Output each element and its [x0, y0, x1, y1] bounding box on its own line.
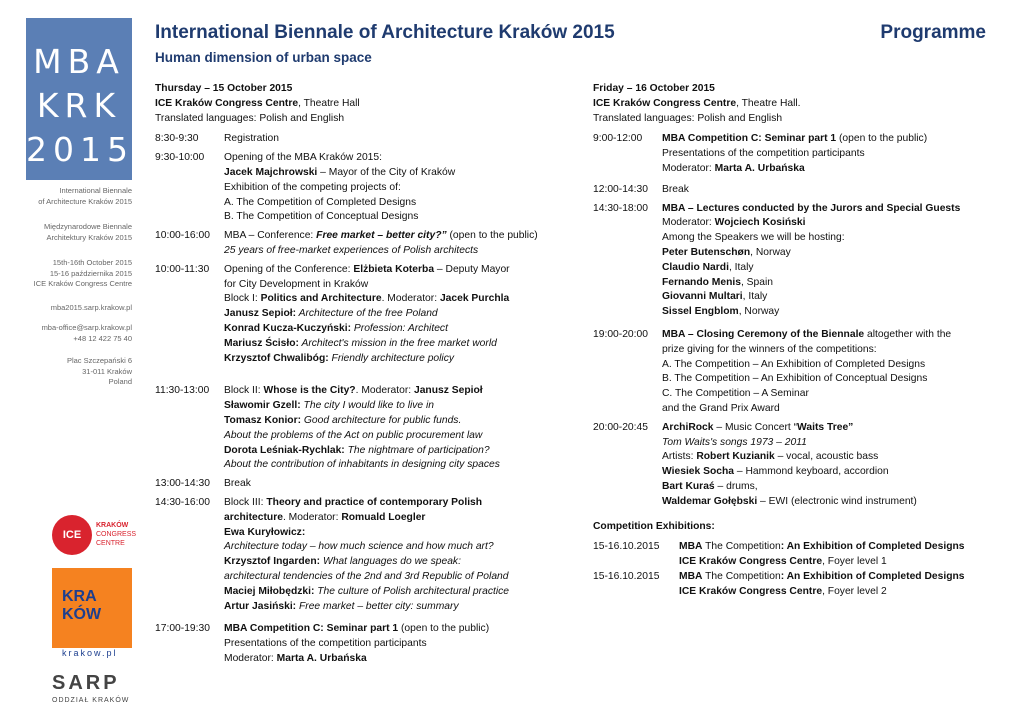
schedule-item: 10:00-11:30 Opening of the Conference: Elżbieta Koterba – Deputy Mayor for City Development in Kraków Block I: Politics and Architecture. Moderator: Jacek Purchla Janusz Sepioł: Architecture of the free Poland Konrad Kucza-Kuczyński: Profession: Architect Mariusz Ścisło: Architect's mission in the free market world Krzysztof Chwalibóg: Friendly architecture policy	[155, 263, 510, 364]
schedule-item: 14:30-16:00 Block III: Theory and practice of contemporary Polish architecture. Moderator: Romuald Loegler Ewa Kuryłowicz: Architecture today – how much science and how much art? Krzysztof Ingarden: What languages do we speak: architectural tendencies of the 2nd and 3rd Republic of Poland Maciej Miłobędzki: The culture of Polish architectural practice Artur Jasiński: Free market – better city: summary	[155, 496, 509, 612]
thursday-column	[155, 82, 575, 667]
schedule-item: 17:00-19:30 MBA Competition C: Seminar part 1 (open to the public) Presentations of the competition participants Moderator: Marta A. Urbańska	[155, 623, 490, 664]
website-link[interactable]: mba2015.sarp.krakow.pl	[50, 303, 132, 312]
email-link[interactable]: mba-office@sarp.krakow.pl	[41, 323, 132, 332]
exhibition-item: 15-16.10.2015 MBA The Competition: An Exhibition of Completed Designs ICE Kraków Congress Centre, Foyer level 1	[593, 541, 965, 568]
name-pl: Międzynarodowe Biennale Architektury Kraków 2015	[44, 222, 132, 242]
schedule-item: 19:00-20:00 MBA – Closing Ceremony of the Biennale altogether with the prize giving for the winners of the competitions: A. The Competition – An Exhibition of Completed Designs B. The Competition – An Exhibition of Conceptual Designs C. The Competition – A Seminar and the Grand Prix Award	[593, 328, 952, 414]
friday-header: Friday – 16 October 2015 ICE Kraków Congress Centre, Theatre Hall. Translated languages: Polish and English	[593, 83, 801, 124]
logo-line: MBA	[33, 42, 125, 81]
schedule-item: 20:00-20:45 ArchiRock – Music Concert “Waits Tree” Tom Waits's songs 1973 – 2011 Artists: Robert Kuzianik – vocal, acoustic bass Wiesiek Socha – Hammond keyboard, accordion Bart Kuraś – drums, Waldemar Gołębski – EWI (electronic wind instrument)	[593, 421, 917, 507]
schedule-item: 13:00-14:30 Break	[155, 478, 251, 490]
logo-line: 2015	[26, 130, 134, 169]
mba-krk-logo	[26, 18, 132, 180]
ice-krakow-logo: ICE KRAKÓW CONGRESS CENTRE	[52, 513, 136, 559]
page-subtitle: Human dimension of urban space	[155, 50, 372, 65]
schedule-item: 8:30-9:30 Registration	[155, 133, 279, 145]
contact-info: mba-office@sarp.krakow.pl +48 12 422 75 40	[41, 323, 132, 343]
address: Plac Szczepański 6 31-011 Kraków Poland	[66, 356, 132, 386]
krakow-city-logo: KRA KÓW krakow.pl	[52, 568, 132, 660]
name-en: International Biennale of Architecture Kraków 2015	[38, 186, 132, 206]
schedule-item: 10:00-16:00 MBA – Conference: Free market – better city?” (open to the public) 25 years of free-market experiences of Polish architects	[155, 230, 538, 256]
programme-label: Programme	[880, 22, 986, 43]
exhibition-item: 15-16.10.2015 MBA The Competition: An Exhibition of Completed Designs ICE Kraków Congress Centre, Foyer level 2	[593, 570, 965, 597]
schedule-item: 12:00-14:30 Break	[593, 183, 689, 195]
event-dates: 15th-16th October 2015 15-16 października 2015 ICE Kraków Congress Centre	[33, 258, 132, 288]
logo-line: KRK	[36, 86, 122, 125]
thursday-header: Thursday – 15 October 2015 ICE Kraków Congress Centre, Theatre Hall Translated languages: Polish and English	[155, 83, 360, 124]
schedule-item: 14:30-18:00 MBA – Lectures conducted by the Jurors and Special Guests Moderator: Wojciech Kosiński Among the Speakers we will be hosting: Peter Butenschøn, Norway Claudio Nardi, Italy Fernando Menis, Spain Giovanni Multari, Italy Sissel Engblom, Norway	[593, 202, 961, 318]
sidebar	[0, 0, 142, 725]
page-title: International Biennale of Architecture Kraków 2015	[155, 22, 615, 43]
friday-column	[593, 82, 998, 600]
sarp-logo: SARP ODDZIAŁ KRAKÓW	[52, 672, 130, 704]
ice-mark: ICE	[52, 515, 92, 555]
exhibitions-heading: Competition Exhibitions:	[593, 520, 715, 532]
schedule-item: 11:30-13:00 Block II: Whose is the City?. Moderator: Janusz Sepioł Sławomir Gzell: The city I would like to live in Tomasz Konior: Good architecture for public funds. About the problems of the Act on public procurement law Dorota Leśniak-Rychlak: The nightmare of participation? About the contribution of inhabitants in designing city spaces	[155, 385, 500, 471]
schedule-item: 9:00-12:00 MBA Competition C: Seminar part 1 (open to the public) Presentations of the competition participants Moderator: Marta A. Urbańska	[593, 133, 928, 174]
schedule-item: 9:30-10:00 Opening of the MBA Kraków 2015: Jacek Majchrowski – Mayor of the City of Kraków Exhibition of the competing projects of: A. The Competition of Completed Designs B. The Competition of Conceptual Designs	[155, 152, 456, 223]
